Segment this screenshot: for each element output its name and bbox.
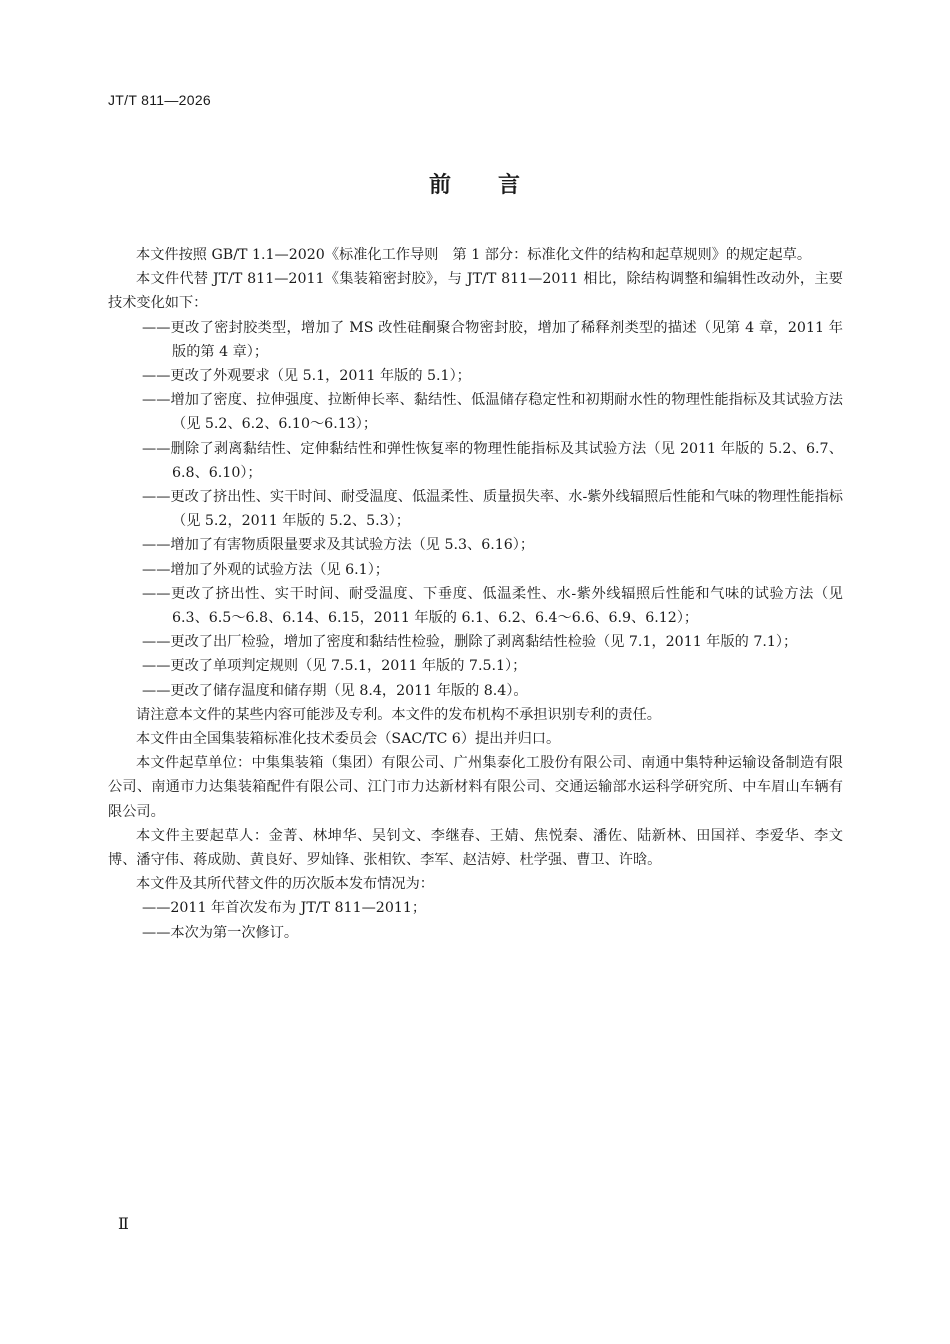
change-list-item: ——更改了储存温度和储存期（见 8.4，2011 年版的 8.4）。 bbox=[142, 682, 528, 699]
document-code-header: JT/T 811—2026 bbox=[108, 92, 211, 108]
change-list-item: ——更改了挤出性、实干时间、耐受温度、低温柔性、质量损失率、水-紫外线辐照后性能和气味的物理性能指标（见 5.2，2011 年版的 5.2、5.3）； bbox=[142, 489, 843, 530]
page-title bbox=[0, 168, 950, 199]
change-list-item: ——更改了出厂检验，增加了密度和黏结性检验，删除了剥离黏结性检验（见 7.1，2011 年版的 7.1）； bbox=[142, 634, 798, 651]
change-list-item: ——更改了外观要求（见 5.1，2011 年版的 5.1）； bbox=[142, 368, 471, 385]
version-history-intro: 本文件及其所代替文件的历次版本发布情况为： bbox=[136, 876, 434, 893]
change-list-item: ——更改了单项判定规则（见 7.5.1，2011 年版的 7.5.1）； bbox=[142, 658, 527, 675]
page-title-part1: 前 bbox=[428, 173, 452, 198]
change-list-item: ——增加了有害物质限量要求及其试验方法（见 5.3、6.16）； bbox=[142, 537, 535, 554]
drafting-organizations: 本文件起草单位：中集集装箱（集团）有限公司、广州集泰化工股份有限公司、南通中集特种运输设备制造有限公司、南通市力达集装箱配件有限公司、江门市力达新材料有限公司、交通运输部水运科学研究所、中车眉山车辆有限公司。 bbox=[108, 755, 843, 820]
drafting-persons: 本文件主要起草人：金菁、林坤华、吴钊文、李继春、王婧、焦悦秦、潘佐、陆新林、田国祥、李爱华、李文博、潘守伟、蒋成勋、黄良好、罗灿锋、张相钦、李军、赵洁婷、杜学强、曹卫、许晗。 bbox=[108, 827, 843, 869]
change-list-item: ——更改了密封胶类型，增加了 MS 改性硅酮聚合物密封胶，增加了稀释剂类型的描述（见第 4 章，2011 年版的第 4 章）； bbox=[142, 319, 843, 360]
version-history-item: ——2011 年首次发布为 JT/T 811—2011； bbox=[142, 900, 427, 917]
version-history-item: ——本次为第一次修订。 bbox=[142, 924, 299, 941]
page-number: Ⅱ bbox=[118, 1214, 129, 1233]
change-list-item: ——更改了挤出性、实干时间、耐受温度、下垂度、低温柔性、水-紫外线辐照后性能和气味的试验方法（见 6.3、6.5～6.8、6.14、6.15，2011 年版的 6.1、6.2、6.4～6.6、6.9、6.12）； bbox=[142, 585, 843, 627]
foreword-paragraph: 本文件代替 JT/T 811—2011《集装箱密封胶》，与 JT/T 811—2011 相比，除结构调整和编辑性改动外，主要技术变化如下： bbox=[108, 271, 843, 312]
page-title-part2: 言 bbox=[498, 173, 522, 198]
change-list-item: ——删除了剥离黏结性、定伸黏结性和弹性恢复率的物理性能指标及其试验方法（见 2011 年版的 5.2、6.7、6.8、6.10）； bbox=[142, 440, 843, 481]
change-list-item: ——增加了外观的试验方法（见 6.1）； bbox=[142, 561, 389, 578]
change-list-item: ——增加了密度、拉伸强度、拉断伸长率、黏结性、低温储存稳定性和初期耐水性的物理性能指标及其试验方法（见 5.2、6.2、6.10～6.13）； bbox=[142, 392, 843, 433]
foreword-paragraph: 本文件按照 GB/T 1.1—2020《标准化工作导则 第 1 部分：标准化文件的结构和起草规则》的规定起草。 bbox=[136, 247, 812, 263]
foreword-body bbox=[108, 243, 843, 945]
committee-statement: 本文件由全国集装箱标准化技术委员会（SAC/TC 6）提出并归口。 bbox=[136, 731, 561, 748]
patent-notice: 请注意本文件的某些内容可能涉及专利。本文件的发布机构不承担识别专利的责任。 bbox=[136, 706, 661, 723]
